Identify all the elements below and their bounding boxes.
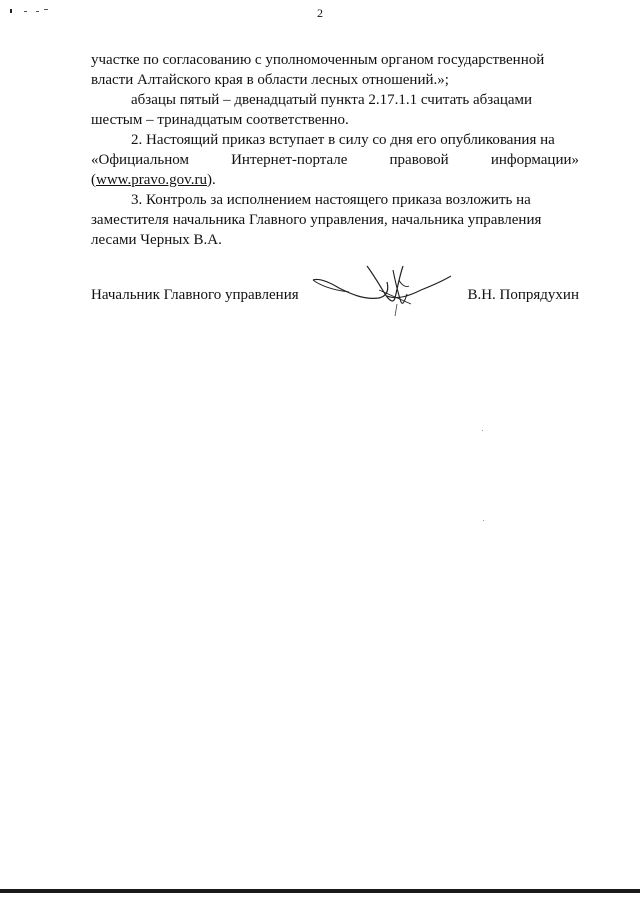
text-line: участке по согласованию с уполномоченным органом государственной bbox=[91, 52, 545, 68]
text-line: 3. Контроль за исполнением настоящего приказа возложить на bbox=[131, 192, 531, 208]
text-line: заместителя начальника Главного управления, начальника управления bbox=[91, 212, 542, 228]
url-open-paren: ( bbox=[91, 172, 96, 188]
text-line: власти Алтайского края в области лесных отношений.»; bbox=[91, 72, 449, 88]
text-line: 2. Настоящий приказ вступает в силу со дня его опубликования на bbox=[131, 132, 555, 148]
scan-bottom-edge bbox=[0, 889, 640, 893]
text-line: «Официальном Интернет-портале правовой информации» bbox=[91, 152, 579, 168]
paragraph-continuation bbox=[91, 50, 579, 90]
signature-block bbox=[91, 260, 579, 320]
page-number: 2 bbox=[317, 6, 323, 20]
signer-title: Начальник Главного управления bbox=[91, 287, 299, 303]
signer-name: В.Н. Попрядухин bbox=[467, 287, 579, 303]
text-line: абзацы пятый – двенадцатый пункта 2.17.1.1 считать абзацами bbox=[131, 92, 533, 108]
document-body bbox=[91, 50, 579, 250]
handwritten-signature bbox=[309, 260, 454, 320]
portal-url-link[interactable]: www.pravo.gov.ru bbox=[96, 172, 207, 188]
paragraph-renumbering bbox=[91, 90, 579, 130]
text-line: лесами Черных В.А. bbox=[91, 232, 222, 248]
paragraph-item-2 bbox=[91, 130, 579, 190]
paragraph-item-3 bbox=[91, 190, 579, 250]
scan-speck bbox=[483, 520, 484, 521]
url-close-paren: ). bbox=[206, 172, 216, 188]
text-line: шестым – тринадцатым соответственно. bbox=[91, 112, 349, 128]
scan-speck bbox=[482, 430, 483, 431]
